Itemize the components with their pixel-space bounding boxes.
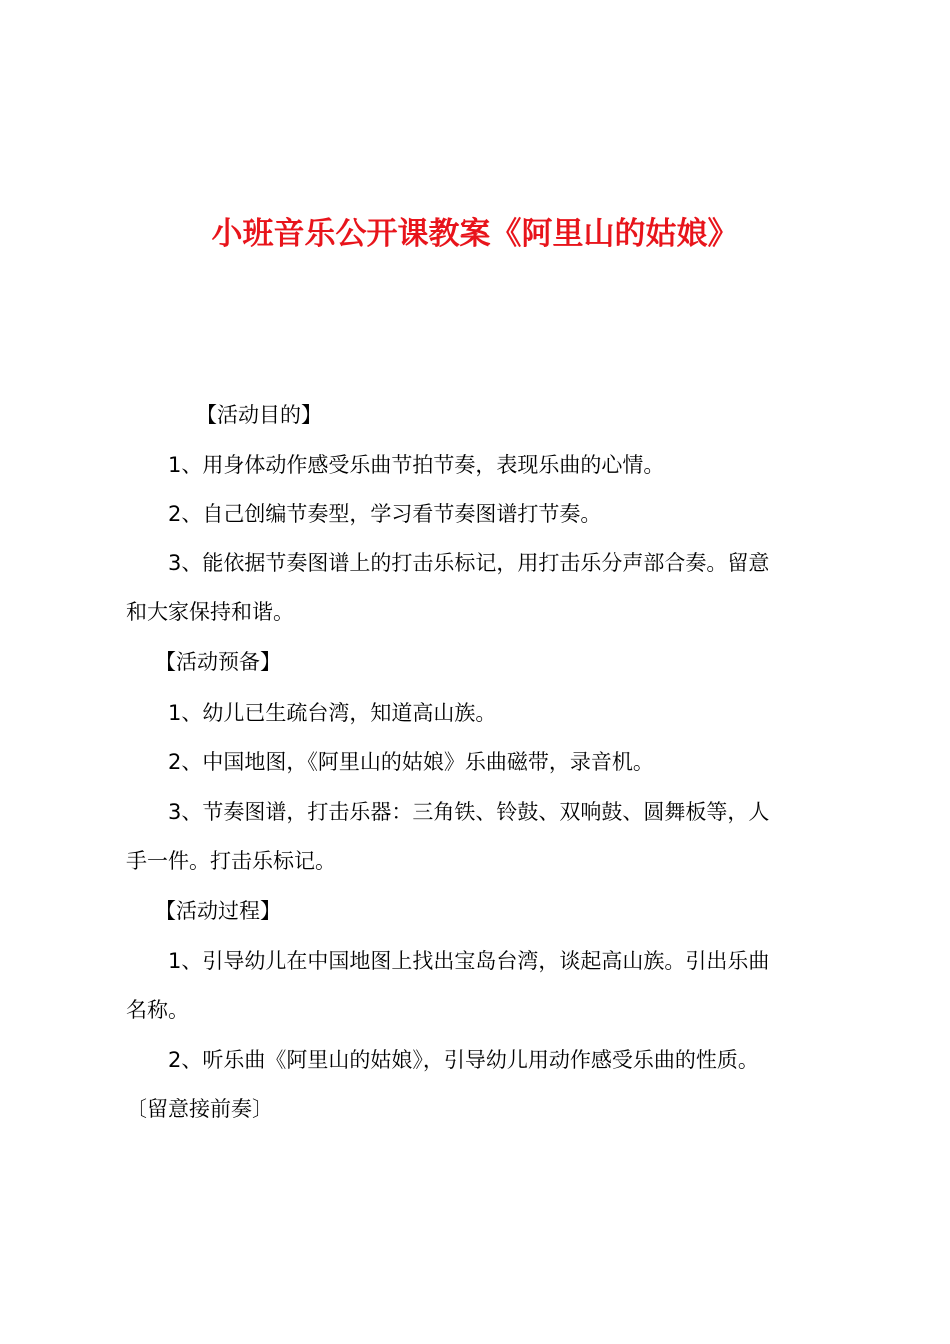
paragraph-line: 手一件。打击乐标记。 xyxy=(126,849,336,873)
paragraph-line: 1、幼儿已生疏台湾，知道高山族。 xyxy=(168,701,497,725)
paragraph-line: 名称。 xyxy=(126,998,189,1022)
paragraph-line: 3、能依据节奏图谱上的打击乐标记，用打击乐分声部合奏。留意 xyxy=(168,551,770,575)
paragraph-line: 3、节奏图谱，打击乐器：三角铁、铃鼓、双响鼓、圆舞板等，人 xyxy=(168,800,770,824)
section-heading-goals: 【活动目的】 xyxy=(196,403,322,427)
paragraph-line: 2、中国地图，《阿里山的姑娘》乐曲磁带，录音机。 xyxy=(168,750,654,774)
paragraph-line: 和大家保持和谐。 xyxy=(126,600,294,624)
paragraph-line: 1、用身体动作感受乐曲节拍节奏，表现乐曲的心情。 xyxy=(168,453,665,477)
section-heading-process: 【活动过程】 xyxy=(155,899,281,923)
paragraph-line: 〔留意接前奏〕 xyxy=(126,1097,273,1121)
section-heading-preparation: 【活动预备】 xyxy=(155,650,281,674)
paragraph-line: 2、听乐曲《阿里山的姑娘》，引导幼儿用动作感受乐曲的性质。 xyxy=(168,1048,759,1072)
paragraph-line: 1、引导幼儿在中国地图上找出宝岛台湾，谈起高山族。引出乐曲 xyxy=(168,949,770,973)
paragraph-line: 2、自己创编节奏型，学习看节奏图谱打节奏。 xyxy=(168,502,602,526)
document-title: 小班音乐公开课教案《阿里山的姑娘》 xyxy=(211,216,739,252)
